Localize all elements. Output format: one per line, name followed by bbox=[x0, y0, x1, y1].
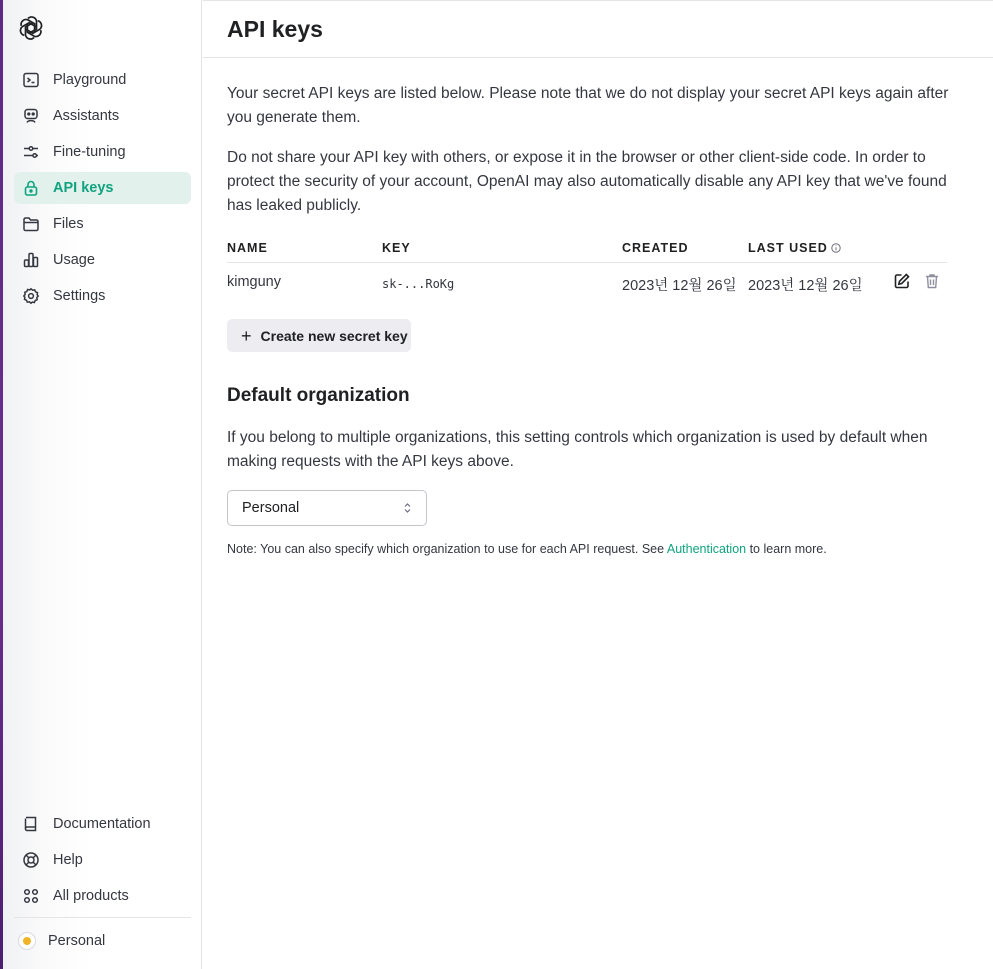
table-row bbox=[227, 263, 947, 303]
sidebar-item-files[interactable] bbox=[14, 208, 191, 240]
robot-icon bbox=[22, 107, 40, 125]
account-label: Personal bbox=[48, 933, 106, 949]
sidebar-item-documentation[interactable] bbox=[14, 808, 191, 840]
create-secret-key-label: Create new secret key bbox=[260, 327, 408, 344]
column-header-name: NAME bbox=[227, 241, 268, 255]
lifebuoy-icon bbox=[22, 851, 40, 869]
organization-select-value: Personal bbox=[242, 500, 300, 516]
page-title: API keys bbox=[227, 16, 323, 42]
sidebar-nav bbox=[14, 64, 191, 316]
sidebar-item-label: Assistants bbox=[53, 108, 120, 124]
key-last-used: 2023년 12월 26일 bbox=[748, 278, 863, 294]
sidebar-item-label: Documentation bbox=[53, 816, 151, 832]
column-header-created: CREATED bbox=[622, 241, 689, 255]
openai-logo-icon[interactable] bbox=[18, 15, 44, 41]
book-icon bbox=[22, 815, 40, 833]
avatar bbox=[18, 932, 36, 950]
note-text-after: to learn more. bbox=[746, 542, 827, 556]
sidebar-item-playground[interactable] bbox=[14, 64, 191, 96]
sidebar bbox=[3, 0, 202, 969]
grid-icon bbox=[22, 887, 40, 905]
sidebar-item-api-keys[interactable] bbox=[14, 172, 191, 204]
sidebar-item-settings[interactable] bbox=[14, 280, 191, 312]
gear-icon bbox=[22, 287, 40, 305]
key-name: kimguny bbox=[227, 274, 281, 290]
sidebar-item-label: API keys bbox=[53, 180, 114, 196]
sidebar-item-assistants[interactable] bbox=[14, 100, 191, 132]
sidebar-item-label: Settings bbox=[53, 288, 106, 304]
default-organization-description: If you belong to multiple organizations, this setting controls which organization is used by default when making requests with the API keys above. bbox=[227, 429, 928, 470]
note-text-before: Note: You can also specify which organization to use for each API request. See bbox=[227, 542, 667, 556]
default-organization-title: Default organization bbox=[227, 385, 410, 406]
sidebar-item-label: Files bbox=[53, 216, 84, 232]
chevron-up-down-icon bbox=[403, 502, 412, 514]
column-header-last-used bbox=[748, 241, 841, 255]
folder-icon bbox=[22, 215, 40, 233]
sidebar-item-label: Help bbox=[53, 852, 83, 868]
bar-chart-icon bbox=[22, 251, 40, 269]
sidebar-item-fine-tuning[interactable] bbox=[14, 136, 191, 168]
sidebar-item-label: Playground bbox=[53, 72, 127, 88]
delete-icon[interactable] bbox=[923, 272, 941, 290]
authentication-link[interactable]: Authentication bbox=[666, 542, 747, 556]
sidebar-item-usage[interactable] bbox=[14, 244, 191, 276]
terminal-icon bbox=[22, 71, 40, 89]
lock-icon bbox=[22, 179, 40, 197]
key-value: sk-...RoKg bbox=[382, 277, 455, 291]
api-keys-table bbox=[227, 236, 947, 303]
column-header-key: KEY bbox=[382, 241, 411, 255]
sidebar-item-all-products[interactable] bbox=[14, 880, 191, 912]
plus-icon: + bbox=[241, 325, 252, 346]
edit-icon[interactable] bbox=[893, 272, 911, 290]
page-header bbox=[203, 0, 993, 58]
sidebar-item-label: Usage bbox=[53, 252, 95, 268]
sidebar-item-help[interactable] bbox=[14, 844, 191, 876]
security-paragraph: Do not share your API key with others, or expose it in the browser or other client-side code. In order to protect the security of your account, OpenAI may also automatically disable any API key that we've found has leaked publicly. bbox=[227, 149, 947, 214]
sidebar-item-label: Fine-tuning bbox=[53, 144, 126, 160]
info-icon[interactable] bbox=[831, 242, 841, 252]
column-header-last-used-label: LAST USED bbox=[748, 241, 828, 255]
key-created: 2023년 12월 26일 bbox=[622, 278, 737, 294]
sidebar-bottom-nav bbox=[14, 808, 191, 916]
account-switcher[interactable] bbox=[18, 928, 105, 954]
row-actions bbox=[893, 272, 941, 290]
create-secret-key-button[interactable] bbox=[227, 319, 411, 352]
intro-section bbox=[227, 82, 957, 218]
sidebar-divider bbox=[14, 917, 191, 918]
sidebar-item-label: All products bbox=[53, 888, 129, 904]
organization-note bbox=[227, 542, 827, 556]
sliders-icon bbox=[22, 143, 40, 161]
organization-select[interactable] bbox=[227, 490, 427, 526]
intro-paragraph: Your secret API keys are listed below. Please note that we do not display your secret API keys again after you generate them. bbox=[227, 85, 949, 126]
table-header bbox=[227, 236, 947, 263]
